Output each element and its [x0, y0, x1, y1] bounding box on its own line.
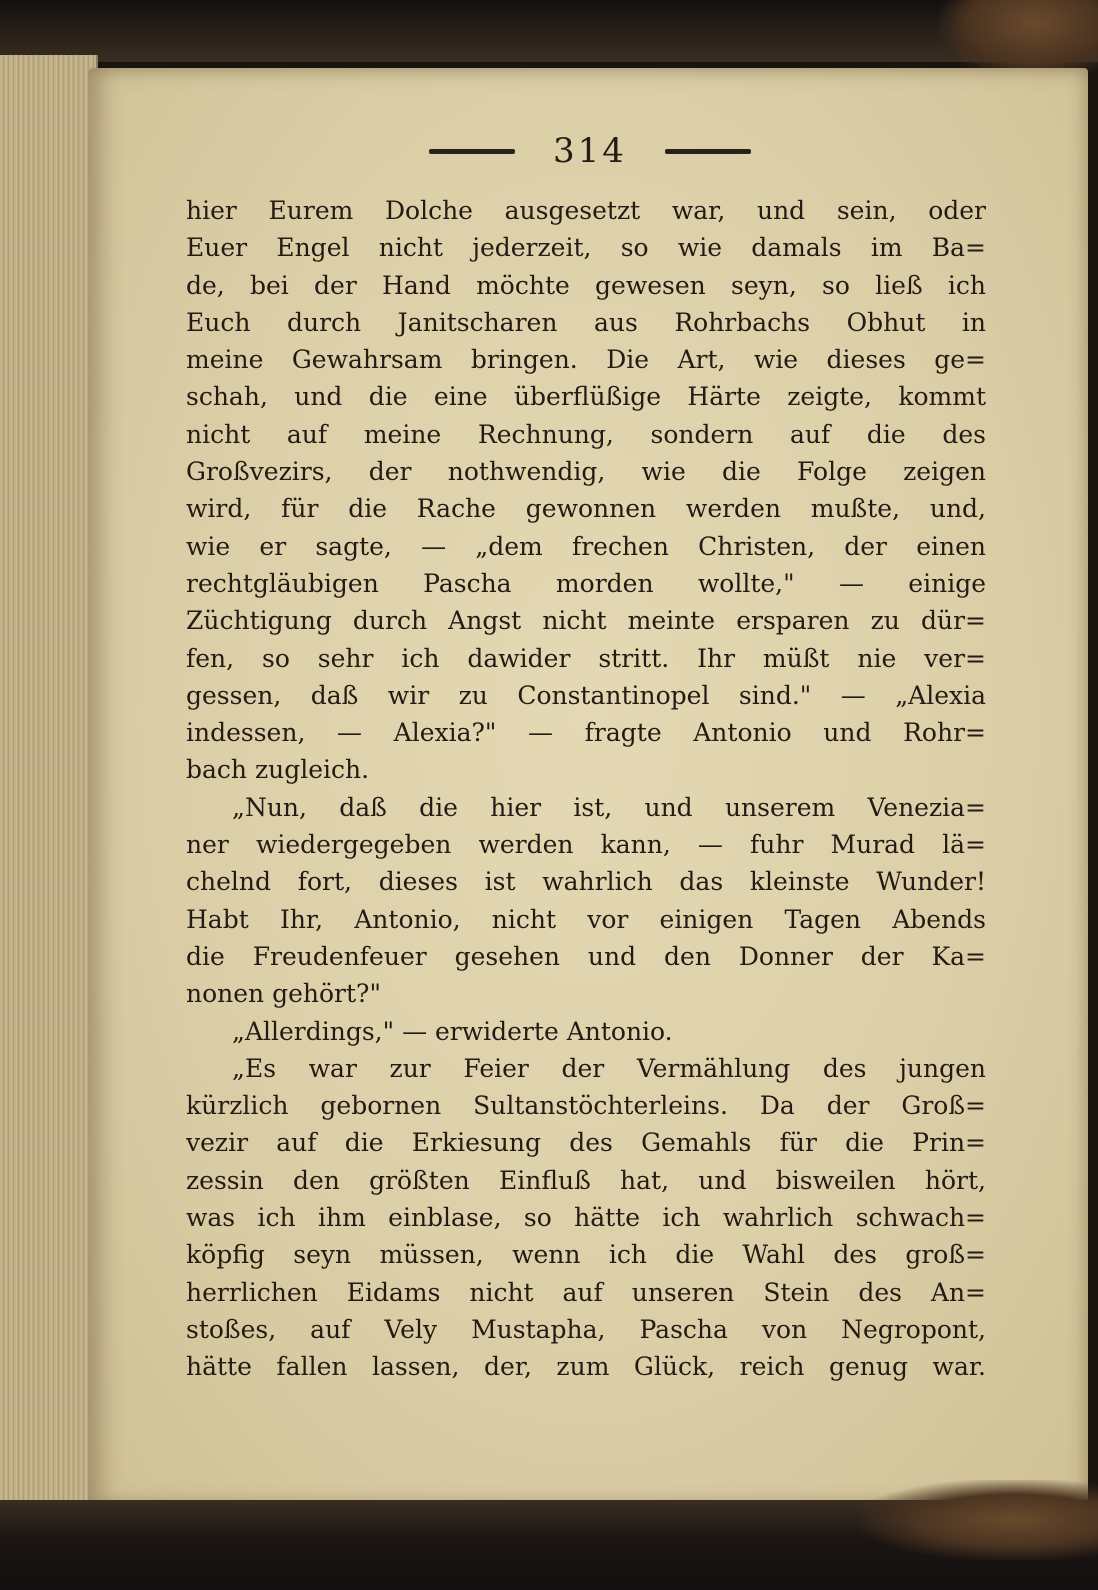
text-line: meine Gewahrsam bringen. Die Art, wie dieses ge=: [186, 345, 986, 375]
text-line: die Freudenfeuer gesehen und den Donner der Ka=: [186, 941, 986, 971]
text-line: Euch durch Janitscharen aus Rohrbachs Obhut in: [186, 307, 986, 337]
text-line: chelnd fort, dieses ist wahrlich das kleinste Wunder!: [186, 867, 986, 897]
text-line: Züchtigung durch Angst nicht meinte ersparen zu dür=: [186, 606, 986, 636]
text-line-paragraph-end: bach zugleich.: [186, 755, 370, 785]
header-rule-left: [429, 149, 515, 154]
text-line-paragraph-start: „Nun, daß die hier ist, und unserem Venezia=: [232, 792, 986, 822]
text-line: rechtgläubigen Pascha morden wollte," — einige: [186, 568, 986, 598]
text-line: Euer Engel nicht jederzeit, so wie damals im Ba=: [186, 233, 986, 263]
text-line: hätte fallen lassen, der, zum Glück, reich genug war.: [186, 1352, 986, 1382]
text-line: gessen, daß wir zu Constantinopel sind." — „Alexia: [186, 680, 986, 710]
text-line: wie er sagte, — „dem frechen Christen, der einen: [186, 531, 986, 561]
page-header: [420, 126, 760, 176]
text-line-paragraph-single: „Allerdings," — erwiderte Antonio.: [232, 1016, 673, 1046]
text-line: stoßes, auf Vely Mustapha, Pascha von Negropont,: [186, 1314, 986, 1344]
header-rule-right: [665, 149, 751, 154]
text-line: fen, so sehr ich dawider stritt. Ihr müßt nie ver=: [186, 643, 986, 673]
page-edges: [0, 55, 98, 1505]
text-line-paragraph-start: „Es war zur Feier der Vermählung des jungen: [232, 1053, 986, 1083]
text-line: herrlichen Eidams nicht auf unseren Stein des An=: [186, 1277, 986, 1307]
text-line: köpfig seyn müssen, wenn ich die Wahl des groß=: [186, 1240, 986, 1270]
text-line: zessin den größten Einfluß hat, und bisweilen hört,: [186, 1165, 986, 1195]
text-line: nicht auf meine Rechnung, sondern auf die des: [186, 419, 986, 449]
cover-wear-bottom: [860, 1480, 1098, 1560]
text-line: vezir auf die Erkiesung des Gemahls für die Prin=: [186, 1128, 986, 1158]
text-line: ner wiedergegeben werden kann, — fuhr Murad lä=: [186, 830, 986, 860]
text-line: hier Eurem Dolche ausgesetzt war, und sein, oder: [186, 196, 986, 225]
text-line: de, bei der Hand möchte gewesen seyn, so ließ ich: [186, 270, 986, 300]
text-line: kürzlich gebornen Sultanstöchterleins. Da der Groß=: [186, 1091, 986, 1121]
text-line: schah, und die eine überflüßige Härte zeigte, kommt: [186, 382, 986, 412]
text-line: Habt Ihr, Antonio, nicht vor einigen Tagen Abends: [186, 904, 986, 934]
text-line: wird, für die Rache gewonnen werden mußte, und,: [186, 494, 986, 524]
book-cover-top: [0, 0, 1098, 62]
text-line: indessen, — Alexia?" — fragte Antonio und Rohr=: [186, 718, 986, 748]
text-line: was ich ihm einblase, so hätte ich wahrlich schwach=: [186, 1203, 986, 1233]
body-text: [186, 192, 986, 1386]
page-number: 314: [553, 131, 627, 171]
text-line: Großvezirs, der nothwendig, wie die Folge zeigen: [186, 457, 986, 487]
text-line-paragraph-end: nonen gehört?": [186, 979, 381, 1009]
